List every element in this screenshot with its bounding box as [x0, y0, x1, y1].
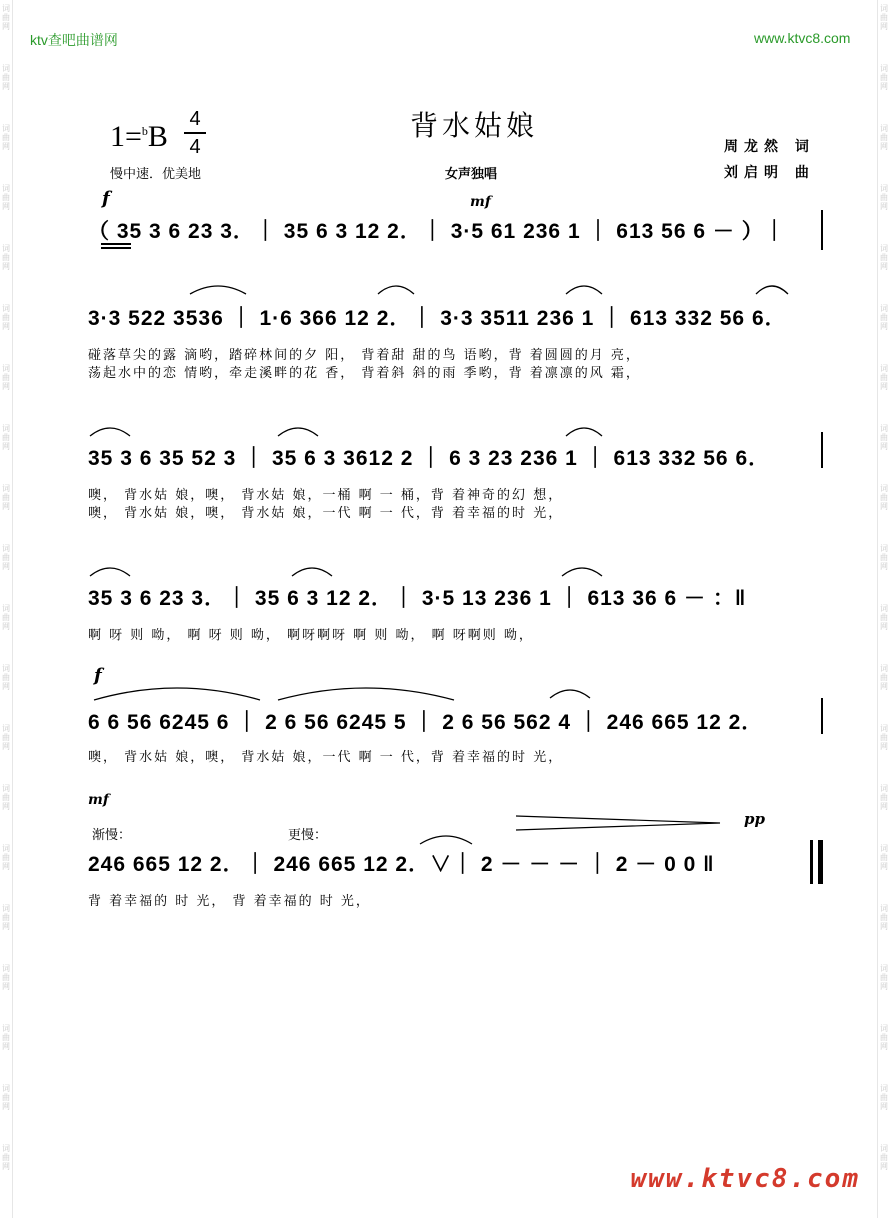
side-watermark: 词曲网 — [2, 664, 10, 691]
side-watermark: 词曲网 — [880, 184, 888, 211]
side-watermark: 词曲网 — [2, 544, 10, 571]
side-watermark: 词曲网 — [880, 64, 888, 91]
side-watermark: 词曲网 — [880, 544, 888, 571]
side-watermark: 词曲网 — [2, 424, 10, 451]
side-watermark: 词曲网 — [880, 1084, 888, 1111]
tempo-mark-gradually-slower: 渐慢： — [92, 828, 132, 843]
side-watermark: 词曲网 — [2, 1144, 10, 1171]
side-watermark: 词曲网 — [880, 964, 888, 991]
slur — [188, 282, 248, 296]
dynamic-forte-2: f — [94, 665, 102, 686]
diminuendo-hairpin — [514, 814, 724, 834]
underline — [101, 243, 131, 245]
final-barline-thick — [818, 840, 823, 884]
side-watermark: 词曲网 — [2, 604, 10, 631]
side-watermark: 词曲网 — [880, 124, 888, 151]
notation-line-6: 246 665 12 2．｜ 246 665 12 2．∨｜ 2 － － － ｜ 2 － 0 0 ‖ — [88, 853, 715, 876]
side-watermark: 词曲网 — [2, 904, 10, 931]
notation-line-3: 35 3 6 35 52 3 ｜ 35 6 3 3612 2 ｜ 6 3 23 236 1 ｜ 613 332 56 6． — [88, 447, 771, 470]
side-watermark: 词曲网 — [880, 724, 888, 751]
side-watermark: 词曲网 — [2, 1084, 10, 1111]
tempo-marking: 慢中速．优美地 — [110, 167, 202, 182]
slur — [290, 564, 334, 578]
site-name-header: ktv查吧曲谱网 — [30, 32, 118, 48]
slur — [548, 686, 592, 700]
side-watermark: 词曲网 — [880, 664, 888, 691]
composer-credit: 刘启明 曲 — [724, 165, 815, 181]
side-watermark: 词曲网 — [880, 844, 888, 871]
side-watermark: 词曲网 — [2, 4, 10, 31]
side-watermark: 词曲网 — [2, 844, 10, 871]
side-watermark: 词曲网 — [2, 244, 10, 271]
barline — [821, 698, 823, 734]
site-url-header: www.ktvc8.com — [754, 30, 851, 46]
lyric-line-4: 啊 呀 则 呦， 啊 呀 则 呦， 啊呀啊呀 啊 则 呦， 啊 呀啊则 呦， — [88, 628, 534, 643]
side-watermark: 词曲网 — [2, 964, 10, 991]
song-title: 背水姑娘 — [410, 109, 539, 142]
side-watermark: 词曲网 — [880, 784, 888, 811]
barline — [821, 210, 823, 250]
slur — [564, 282, 604, 296]
side-watermark: 词曲网 — [880, 424, 888, 451]
side-watermark: 词曲网 — [2, 184, 10, 211]
slur — [754, 282, 790, 296]
side-watermark: 词曲网 — [2, 784, 10, 811]
footer-site-logo: www.ktvc8.com — [630, 1164, 860, 1194]
dynamic-forte: f — [102, 188, 110, 209]
slur — [564, 424, 604, 438]
slur — [560, 564, 604, 578]
side-watermark: 词曲网 — [880, 1024, 888, 1051]
right-watermark-strip — [877, 0, 890, 1218]
final-barline — [810, 840, 813, 884]
side-watermark: 词曲网 — [2, 724, 10, 751]
lyric-line-3b: 噢， 背水姑 娘，噢， 背水姑 娘，一代 啊 一 代，背 着幸福的时 光， — [88, 506, 564, 521]
lyric-line-2b: 荡起水中的恋 情哟，牵走溪畔的花 香， 背着斜 斜的雨 季哟，背 着凛凛的风 霜， — [88, 366, 641, 381]
side-watermark: 词曲网 — [880, 1144, 888, 1171]
notation-line-4: 35 3 6 23 3．｜ 35 6 3 12 2．｜ 3·5 13 236 1 ｜ 613 36 6 － ：‖ — [88, 587, 747, 610]
time-signature: 4 4 — [184, 108, 206, 158]
side-watermark: 词曲网 — [2, 64, 10, 91]
tempo-mark-slower: 更慢： — [288, 828, 328, 843]
barline — [821, 432, 823, 468]
voice-type: 女声独唱 — [445, 167, 498, 182]
side-watermark: 词曲网 — [880, 484, 888, 511]
underline — [101, 247, 131, 249]
slur — [92, 682, 262, 702]
side-watermark: 词曲网 — [2, 1024, 10, 1051]
dynamic-mezzo-forte: mf — [470, 194, 491, 210]
side-watermark: 词曲网 — [880, 244, 888, 271]
side-watermark: 词曲网 — [880, 304, 888, 331]
side-watermark: 词曲网 — [2, 304, 10, 331]
side-watermark: 词曲网 — [2, 124, 10, 151]
slur — [88, 424, 132, 438]
lyric-line-3a: 噢， 背水姑 娘，噢， 背水姑 娘，一桶 啊 一 桶，背 着神奇的幻 想， — [88, 488, 564, 503]
notation-line-2: 3·3 522 3536 ｜ 1·6 366 12 2．｜ 3·3 3511 236 1 ｜ 613 332 56 6． — [88, 307, 787, 330]
left-watermark-strip — [0, 0, 13, 1218]
notation-line-1: （ 35 3 6 23 3．｜ 35 6 3 12 2．｜ 3·5 61 236 1 ｜ 613 56 6 － ）｜ — [88, 220, 786, 243]
side-watermark: 词曲网 — [880, 604, 888, 631]
dynamic-mezzo-forte-2: mf — [88, 792, 109, 808]
slur — [418, 832, 474, 846]
lyric-line-6: 背 着幸福的 时 光， 背 着幸福的 时 光， — [88, 894, 371, 909]
slur — [376, 282, 416, 296]
lyric-line-2a: 碰落草尖的露 滴哟，踏碎林间的夕 阳， 背着甜 甜的鸟 语哟，背 着圆圆的月 亮， — [88, 348, 641, 363]
notation-line-5: 6 6 56 6245 6 ｜ 2 6 56 6245 5 ｜ 2 6 56 562 4 ｜ 246 665 12 2． — [88, 711, 764, 734]
slur — [276, 424, 320, 438]
slur — [276, 682, 456, 702]
side-watermark: 词曲网 — [2, 484, 10, 511]
side-watermark: 词曲网 — [880, 904, 888, 931]
lyric-line-5: 噢， 背水姑 娘，噢， 背水姑 娘，一代 啊 一 代，背 着幸福的时 光， — [88, 750, 564, 765]
slur — [88, 564, 132, 578]
dynamic-pianissimo: pp — [744, 810, 765, 828]
side-watermark: 词曲网 — [880, 364, 888, 391]
key-signature: 1=$^b$B — [110, 120, 168, 153]
lyricist-credit: 周龙然 词 — [724, 139, 815, 155]
side-watermark: 词曲网 — [2, 364, 10, 391]
side-watermark: 词曲网 — [880, 4, 888, 31]
